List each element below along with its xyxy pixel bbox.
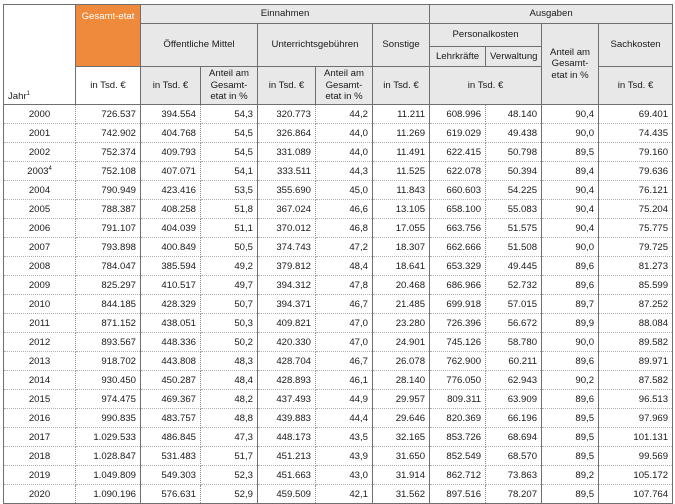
personal-pct-cell: 90,4 [542,105,599,124]
year-value: 2005 [28,203,51,215]
year-value: 2013 [28,355,51,367]
unterricht-pct-cell: 47,0 [316,333,373,352]
verwaltung-cell: 52.732 [486,276,542,295]
oeff-mittel-cell: 407.071 [141,162,201,181]
anteil-personal-header: Anteil am Gesamt-etat in % [542,24,599,105]
unterricht-cell: 394.371 [258,295,316,314]
sachkosten-cell: 105.172 [599,466,673,485]
oeff-mittel-pct-cell: 51,7 [201,447,258,466]
gesamtetat-cell: 918.702 [76,352,141,371]
year-value: 2002 [28,146,51,158]
unterricht-cell: 451.663 [258,466,316,485]
personal-pct-cell: 89,4 [542,162,599,181]
oeff-mittel-cell: 438.051 [141,314,201,333]
table-row [4,219,673,238]
oeff-mittel-cell: 400.849 [141,238,201,257]
unterricht-pct-cell: 43,5 [316,428,373,447]
table-header [4,5,673,105]
gesamtetat-cell: 1.090.196 [76,485,141,504]
sachkosten-cell: 79.160 [599,143,673,162]
lehrkraefte-cell: 862.712 [430,466,486,485]
sonstige-cell: 20.468 [373,276,430,295]
unterricht-pct-cell: 46,8 [316,219,373,238]
unterricht-pct-cell: 42,1 [316,485,373,504]
unterricht-pct-cell: 44,3 [316,162,373,181]
einnahmen-header: Einnahmen [141,5,430,24]
year-value: 2018 [28,450,51,462]
sonstige-cell: 26.078 [373,352,430,371]
sachkosten-cell: 75.204 [599,200,673,219]
year-cell [4,428,76,447]
oeff-mittel-cell: 450.287 [141,371,201,390]
personal-pct-cell: 89,5 [542,447,599,466]
unterricht-cell: 420.330 [258,333,316,352]
oeff-mittel-cell: 448.336 [141,333,201,352]
sonstige-cell: 18.307 [373,238,430,257]
year-cell [4,466,76,485]
unterricht-cell: 379.812 [258,257,316,276]
sachkosten-cell: 87.252 [599,295,673,314]
unterricht-cell: 326.864 [258,124,316,143]
oeff-mittel-pct-cell: 54,5 [201,143,258,162]
oeff-mittel-pct-cell: 48,2 [201,390,258,409]
verwaltung-cell: 51.508 [486,238,542,257]
sonstige-cell: 18.641 [373,257,430,276]
verwaltung-cell: 49.445 [486,257,542,276]
year-cell [4,390,76,409]
sachkosten-cell: 79.636 [599,162,673,181]
sachkosten-cell: 81.273 [599,257,673,276]
personal-pct-cell: 89,7 [542,295,599,314]
year-cell [4,124,76,143]
lehrkraefte-cell: 699.918 [430,295,486,314]
year-value: 2012 [28,336,51,348]
sonstige-cell: 29.646 [373,409,430,428]
personal-pct-cell: 90,4 [542,181,599,200]
sonstige-cell: 11.211 [373,105,430,124]
verwaltung-cell: 58.780 [486,333,542,352]
personal-pct-cell: 89,6 [542,257,599,276]
unterricht-pct-cell: 48,4 [316,257,373,276]
budget-table [3,4,673,504]
verwaltung-cell: 57.015 [486,295,542,314]
unit-oeff: in Tsd. € [141,67,201,105]
sachkosten-header: Sachkosten [599,24,673,67]
year-value: 2004 [28,184,51,196]
verwaltung-cell: 63.909 [486,390,542,409]
year-cell [4,162,76,181]
sonstige-cell: 17.055 [373,219,430,238]
year-cell [4,200,76,219]
personal-pct-cell: 89,2 [542,466,599,485]
sachkosten-cell: 97.969 [599,409,673,428]
unterricht-pct-cell: 47,8 [316,276,373,295]
verwaltung-cell: 49.438 [486,124,542,143]
year-cell [4,352,76,371]
unterricht-cell: 448.173 [258,428,316,447]
year-cell [4,181,76,200]
lehrkraefte-cell: 622.415 [430,143,486,162]
unit-unt: in Tsd. € [258,67,316,105]
lehrkraefte-cell: 762.900 [430,352,486,371]
table-row [4,466,673,485]
gesamtetat-cell: 844.185 [76,295,141,314]
table-row [4,124,673,143]
year-value: 2009 [28,279,51,291]
oeff-mittel-pct-cell: 49,2 [201,257,258,276]
oeff-mittel-cell: 404.768 [141,124,201,143]
oeff-mittel-pct-cell: 49,7 [201,276,258,295]
unterricht-cell: 367.024 [258,200,316,219]
year-value: 2014 [28,374,51,386]
oeff-mittel-cell: 483.757 [141,409,201,428]
unterricht-pct-cell: 46,1 [316,371,373,390]
gesamtetat-cell: 742.902 [76,124,141,143]
oeff-mittel-pct-cell: 51,8 [201,200,258,219]
lehrkraefte-cell: 852.549 [430,447,486,466]
sachkosten-cell: 69.401 [599,105,673,124]
lehrkraefte-cell: 622.078 [430,162,486,181]
oeff-mittel-cell: 423.416 [141,181,201,200]
year-value: 2000 [28,108,51,120]
table-row [4,143,673,162]
oeff-mittel-pct-cell: 47,3 [201,428,258,447]
unit-oeff-pct: Anteil am Gesamt-etat in % [201,67,258,105]
sachkosten-cell: 89.971 [599,352,673,371]
table-row [4,257,673,276]
personal-pct-cell: 89,6 [542,352,599,371]
lehrkraefte-cell: 897.516 [430,485,486,504]
unterricht-cell: 374.743 [258,238,316,257]
unterricht-cell: 428.893 [258,371,316,390]
personal-pct-cell: 90,2 [542,371,599,390]
lehrkraefte-cell: 726.396 [430,314,486,333]
personal-pct-cell: 89,6 [542,390,599,409]
sachkosten-cell: 76.121 [599,181,673,200]
gesamtetat-cell: 726.537 [76,105,141,124]
year-label: Jahr [8,90,27,102]
table-row [4,295,673,314]
sachkosten-cell: 88.084 [599,314,673,333]
unterricht-cell: 394.312 [258,276,316,295]
gesamtetat-cell: 1.049.809 [76,466,141,485]
unterricht-pct-cell: 46,7 [316,295,373,314]
unterricht-cell: 355.690 [258,181,316,200]
verwaltung-cell: 51.575 [486,219,542,238]
year-cell [4,105,76,124]
sachkosten-cell: 75.775 [599,219,673,238]
year-cell [4,333,76,352]
unit-gesamt: in Tsd. € [76,67,141,105]
gesamtetat-cell: 793.898 [76,238,141,257]
sonstige-cell: 31.650 [373,447,430,466]
verwaltung-cell: 55.083 [486,200,542,219]
table-row [4,314,673,333]
year-value: 2017 [28,431,51,443]
gesamtetat-cell: 1.028.847 [76,447,141,466]
sonstige-cell: 23.280 [373,314,430,333]
year-cell [4,314,76,333]
year-value: 2008 [28,260,51,272]
lehrkraefte-cell: 608.996 [430,105,486,124]
table-row [4,181,673,200]
sonstige-cell: 31.562 [373,485,430,504]
oeff-mittel-cell: 531.483 [141,447,201,466]
sonstige-cell: 29.957 [373,390,430,409]
gesamtetat-cell: 784.047 [76,257,141,276]
oeffentliche-mittel-header: Öffentliche Mittel [141,24,258,67]
unterricht-pct-cell: 46,7 [316,352,373,371]
oeff-mittel-cell: 486.845 [141,428,201,447]
sachkosten-cell: 96.513 [599,390,673,409]
lehrkraefte-cell: 619.029 [430,124,486,143]
lehrkraefte-cell: 653.329 [430,257,486,276]
oeff-mittel-pct-cell: 48,4 [201,371,258,390]
oeff-mittel-cell: 443.808 [141,352,201,371]
lehrkraefte-cell: 853.726 [430,428,486,447]
lehrkraefte-cell: 809.311 [430,390,486,409]
oeff-mittel-cell: 409.793 [141,143,201,162]
year-value: 2003 [27,165,49,177]
gesamtetat-cell: 752.374 [76,143,141,162]
personal-pct-cell: 89,5 [542,143,599,162]
personal-pct-cell: 90,4 [542,200,599,219]
unit-sach: in Tsd. € [599,67,673,105]
gesamtetat-cell: 930.450 [76,371,141,390]
gesamtetat-cell: 752.108 [76,162,141,181]
oeff-mittel-pct-cell: 52,9 [201,485,258,504]
unterricht-pct-cell: 44,4 [316,409,373,428]
oeff-mittel-pct-cell: 51,1 [201,219,258,238]
unterricht-pct-cell: 44,9 [316,390,373,409]
sonstige-cell: 13.105 [373,200,430,219]
personal-pct-cell: 90,0 [542,124,599,143]
gesamtetat-cell: 871.152 [76,314,141,333]
personal-pct-cell: 89,9 [542,314,599,333]
unterricht-cell: 459.509 [258,485,316,504]
table-row [4,276,673,295]
table-row [4,485,673,504]
sachkosten-cell: 79.725 [599,238,673,257]
personal-pct-cell: 89,6 [542,276,599,295]
oeff-mittel-pct-cell: 52,3 [201,466,258,485]
verwaltung-cell: 68.694 [486,428,542,447]
verwaltung-cell: 60.211 [486,352,542,371]
unit-sonst: in Tsd. € [373,67,430,105]
table-row [4,105,673,124]
sonstige-header: Sonstige [373,24,430,67]
gesamtetat-cell: 1.029.533 [76,428,141,447]
unterricht-pct-cell: 43,9 [316,447,373,466]
verwaltung-header: Verwaltung [486,47,542,67]
unit-personal: in Tsd. € [430,67,542,105]
table-row [4,352,673,371]
sachkosten-cell: 101.131 [599,428,673,447]
unterricht-pct-cell: 47,0 [316,314,373,333]
year-footnote: 1 [26,90,31,97]
verwaltung-cell: 48.140 [486,105,542,124]
year-value: 2007 [28,241,51,253]
oeff-mittel-cell: 549.303 [141,466,201,485]
table-body [4,105,673,504]
table-row [4,200,673,219]
year-value: 2020 [28,488,51,500]
oeff-mittel-cell: 428.329 [141,295,201,314]
sachkosten-cell: 85.599 [599,276,673,295]
sonstige-cell: 31.914 [373,466,430,485]
unterricht-cell: 439.883 [258,409,316,428]
year-cell [4,257,76,276]
personal-pct-cell: 90,4 [542,219,599,238]
sonstige-cell: 11.843 [373,181,430,200]
personalkosten-header: Personalkosten [430,24,542,47]
year-footnote-mark: 4 [48,165,52,172]
unterricht-pct-cell: 44,2 [316,105,373,124]
oeff-mittel-pct-cell: 48,8 [201,409,258,428]
lehrkraefte-cell: 663.756 [430,219,486,238]
unterricht-pct-cell: 44,0 [316,124,373,143]
verwaltung-cell: 78.207 [486,485,542,504]
gesamtetat-cell: 788.387 [76,200,141,219]
sonstige-cell: 11.491 [373,143,430,162]
unterricht-pct-cell: 46,6 [316,200,373,219]
year-cell [4,238,76,257]
gesamtetat-header: Gesamt-etat [76,5,141,67]
year-cell [4,276,76,295]
unterricht-cell: 333.511 [258,162,316,181]
year-cell [4,143,76,162]
verwaltung-cell: 50.394 [486,162,542,181]
table-row [4,428,673,447]
sachkosten-cell: 87.582 [599,371,673,390]
table-row [4,371,673,390]
personal-pct-cell: 89,5 [542,409,599,428]
oeff-mittel-pct-cell: 54,5 [201,124,258,143]
sonstige-cell: 24.901 [373,333,430,352]
year-cell [4,409,76,428]
table-row [4,409,673,428]
year-cell [4,371,76,390]
gesamtetat-cell: 974.475 [76,390,141,409]
lehrkraefte-cell: 658.100 [430,200,486,219]
oeff-mittel-pct-cell: 48,3 [201,352,258,371]
sachkosten-cell: 74.435 [599,124,673,143]
year-header [4,5,76,105]
sonstige-cell: 32.165 [373,428,430,447]
oeff-mittel-cell: 576.631 [141,485,201,504]
unterrichtsgebuehren-header: Unterrichtsgebühren [258,24,373,67]
verwaltung-cell: 50.798 [486,143,542,162]
lehrkraefte-cell: 776.050 [430,371,486,390]
year-value: 2010 [28,298,51,310]
unterricht-cell: 437.493 [258,390,316,409]
gesamtetat-cell: 990.835 [76,409,141,428]
sachkosten-cell: 107.764 [599,485,673,504]
unterricht-cell: 409.821 [258,314,316,333]
lehrkraefte-header: Lehrkräfte [430,47,486,67]
sachkosten-cell: 89.582 [599,333,673,352]
oeff-mittel-pct-cell: 50,7 [201,295,258,314]
lehrkraefte-cell: 745.126 [430,333,486,352]
oeff-mittel-pct-cell: 50,2 [201,333,258,352]
lehrkraefte-cell: 820.369 [430,409,486,428]
personal-pct-cell: 90,0 [542,333,599,352]
oeff-mittel-cell: 394.554 [141,105,201,124]
unterricht-cell: 320.773 [258,105,316,124]
year-value: 2006 [28,222,51,234]
verwaltung-cell: 62.943 [486,371,542,390]
lehrkraefte-cell: 686.966 [430,276,486,295]
sonstige-cell: 21.485 [373,295,430,314]
sonstige-cell: 28.140 [373,371,430,390]
gesamtetat-cell: 791.107 [76,219,141,238]
table-row [4,238,673,257]
oeff-mittel-cell: 410.517 [141,276,201,295]
personal-pct-cell: 89,5 [542,428,599,447]
unterricht-cell: 370.012 [258,219,316,238]
table-row [4,390,673,409]
unterricht-cell: 331.089 [258,143,316,162]
table-row [4,447,673,466]
verwaltung-cell: 73.863 [486,466,542,485]
verwaltung-cell: 68.570 [486,447,542,466]
unterricht-pct-cell: 45,0 [316,181,373,200]
year-value: 2016 [28,412,51,424]
sachkosten-cell: 99.569 [599,447,673,466]
lehrkraefte-cell: 662.666 [430,238,486,257]
oeff-mittel-pct-cell: 54,1 [201,162,258,181]
year-value: 2011 [29,317,50,329]
table-row [4,333,673,352]
gesamtetat-cell: 825.297 [76,276,141,295]
unterricht-pct-cell: 44,0 [316,143,373,162]
year-cell [4,447,76,466]
year-value: 2015 [28,393,51,405]
year-cell [4,219,76,238]
verwaltung-cell: 66.196 [486,409,542,428]
year-value: 2019 [28,469,51,481]
oeff-mittel-cell: 404.039 [141,219,201,238]
table-row [4,162,673,181]
sonstige-cell: 11.525 [373,162,430,181]
verwaltung-cell: 56.672 [486,314,542,333]
gesamtetat-cell: 790.949 [76,181,141,200]
year-value: 2001 [28,127,51,139]
oeff-mittel-cell: 385.594 [141,257,201,276]
year-cell [4,295,76,314]
oeff-mittel-pct-cell: 54,3 [201,105,258,124]
unterricht-pct-cell: 47,2 [316,238,373,257]
unterricht-cell: 428.704 [258,352,316,371]
oeff-mittel-pct-cell: 50,3 [201,314,258,333]
ausgaben-header: Ausgaben [430,5,673,24]
verwaltung-cell: 54.225 [486,181,542,200]
year-cell [4,485,76,504]
oeff-mittel-cell: 469.367 [141,390,201,409]
oeff-mittel-pct-cell: 53,5 [201,181,258,200]
unterricht-cell: 451.213 [258,447,316,466]
unit-unt-pct: Anteil am Gesamt-etat in % [316,67,373,105]
lehrkraefte-cell: 660.603 [430,181,486,200]
oeff-mittel-pct-cell: 50,5 [201,238,258,257]
gesamtetat-cell: 893.567 [76,333,141,352]
oeff-mittel-cell: 408.258 [141,200,201,219]
personal-pct-cell: 90,0 [542,238,599,257]
unterricht-pct-cell: 43,0 [316,466,373,485]
sonstige-cell: 11.269 [373,124,430,143]
personal-pct-cell: 89,5 [542,485,599,504]
